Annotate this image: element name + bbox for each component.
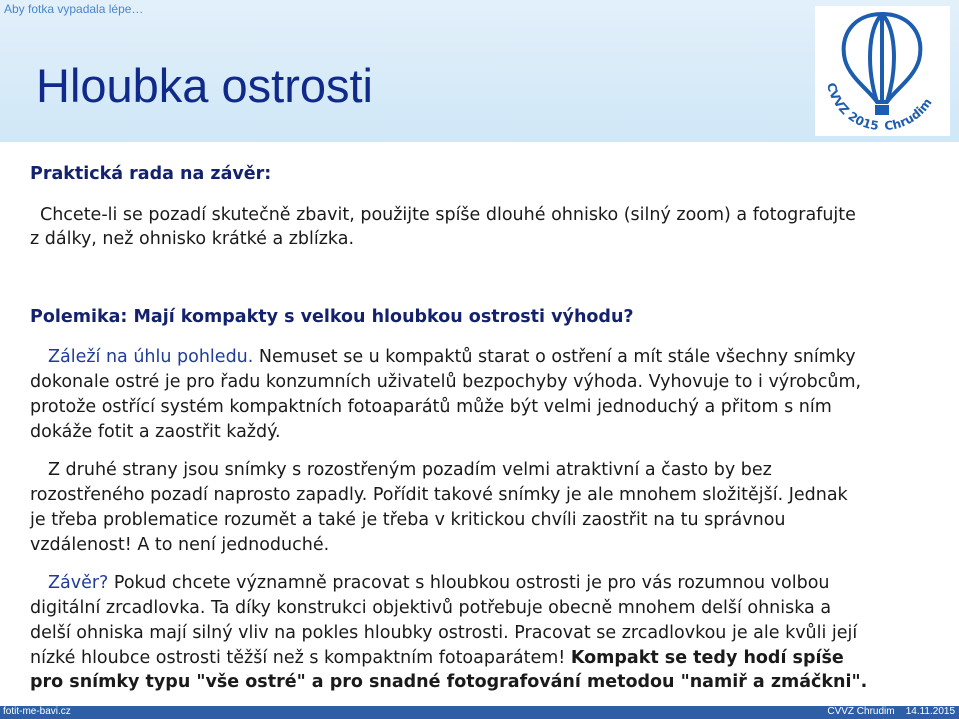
paragraph-2-line-2: rozostřeného pozadí naprosto zapadly. Pořídit takové snímky je ale mnohem složitější. Jednak [30, 485, 848, 505]
paragraph-1-line-2: dokonale ostré je pro řadu konzumních uživatelů bezpochyby výhoda. Vyhovuje to i výrobcům, [30, 372, 862, 392]
paragraph-3-line-4: nízké hloubce ostrosti těžší než s kompaktním fotoaparátem! Kompakt se tedy hodí spíše [30, 648, 844, 668]
paragraph-3-line-3: delší ohniska mají silný vliv na pokles hloubky ostrosti. Pracovat se zrcadlovkou je ale kvůli její [30, 623, 858, 643]
paragraph-1-lead: Záleží na úhlu pohledu. [48, 347, 254, 367]
svg-text:Chrudim [884, 96, 935, 134]
paragraph-3-line-2: digitální zrcadlovka. Ta díky konstrukci objektivů potřebuje obecně mnohem delší ohniska a [30, 598, 832, 618]
advice-line-2: z dálky, než ohnisko krátké a zblízka. [30, 229, 355, 249]
paragraph-3-line-5: pro snímky typu "vše ostré" a pro snadné fotografování metodou "namiř a zmáčkni". [30, 672, 868, 692]
footer-site: fotit-me-bavi.cz [3, 706, 71, 717]
paragraph-1-line-3: protože ostřící systém kompaktních fotoaparátů může být velmi jednoduchý a přitom s ním [30, 397, 832, 417]
footer-event-date: CVVZ Chrudim 14.11.2015 [827, 706, 955, 717]
slide-title: Hloubka ostrosti [36, 59, 373, 112]
footer-bar [0, 706, 959, 719]
section-heading-advice: Praktická rada na závěr: [30, 164, 272, 184]
paragraph-1-line-1: Záleží na úhlu pohledu. Nemuset se u kompaktů starat o ostření a mít stále všechny snímky [48, 347, 856, 367]
paragraph-1-line-4: dokáže fotit a zaostřit každý. [30, 422, 281, 442]
paragraph-3-lead: Závěr? [48, 573, 109, 593]
advice-line-1: Chcete-li se pozadí skutečně zbavit, použijte spíše dlouhé ohnisko (silný zoom) a fotografujte [40, 205, 856, 225]
conclusion-bold: Kompakt se tedy hodí spíše [570, 648, 844, 668]
paragraph-2-line-3: je třeba problematice rozumět a také je třeba v kritickou chvíli zaostřit na tu správnou [30, 510, 786, 530]
logo-text-left: CVVZ 2015 [823, 81, 880, 133]
hot-air-balloon-icon [815, 6, 950, 136]
paragraph-2-line-1: Z druhé strany jsou snímky s rozostřeným pozadím velmi atraktivní a často by bez [48, 460, 772, 480]
section-heading-polemic: Polemika: Mají kompakty s velkou hloubkou ostrosti výhodu? [30, 307, 634, 327]
cvvz-logo [815, 6, 950, 136]
paragraph-2-line-4: vzdálenost! A to není jednoduché. [30, 535, 330, 555]
paragraph-3-line-1: Závěr? Pokud chcete významně pracovat s hloubkou ostrosti je pro vás rozumnou volbou [48, 573, 830, 593]
svg-text:CVVZ 2015 [824, 81, 880, 133]
slide-caption: Aby fotka vypadala lépe… [4, 2, 144, 16]
logo-text-right: Chrudim [883, 95, 935, 134]
